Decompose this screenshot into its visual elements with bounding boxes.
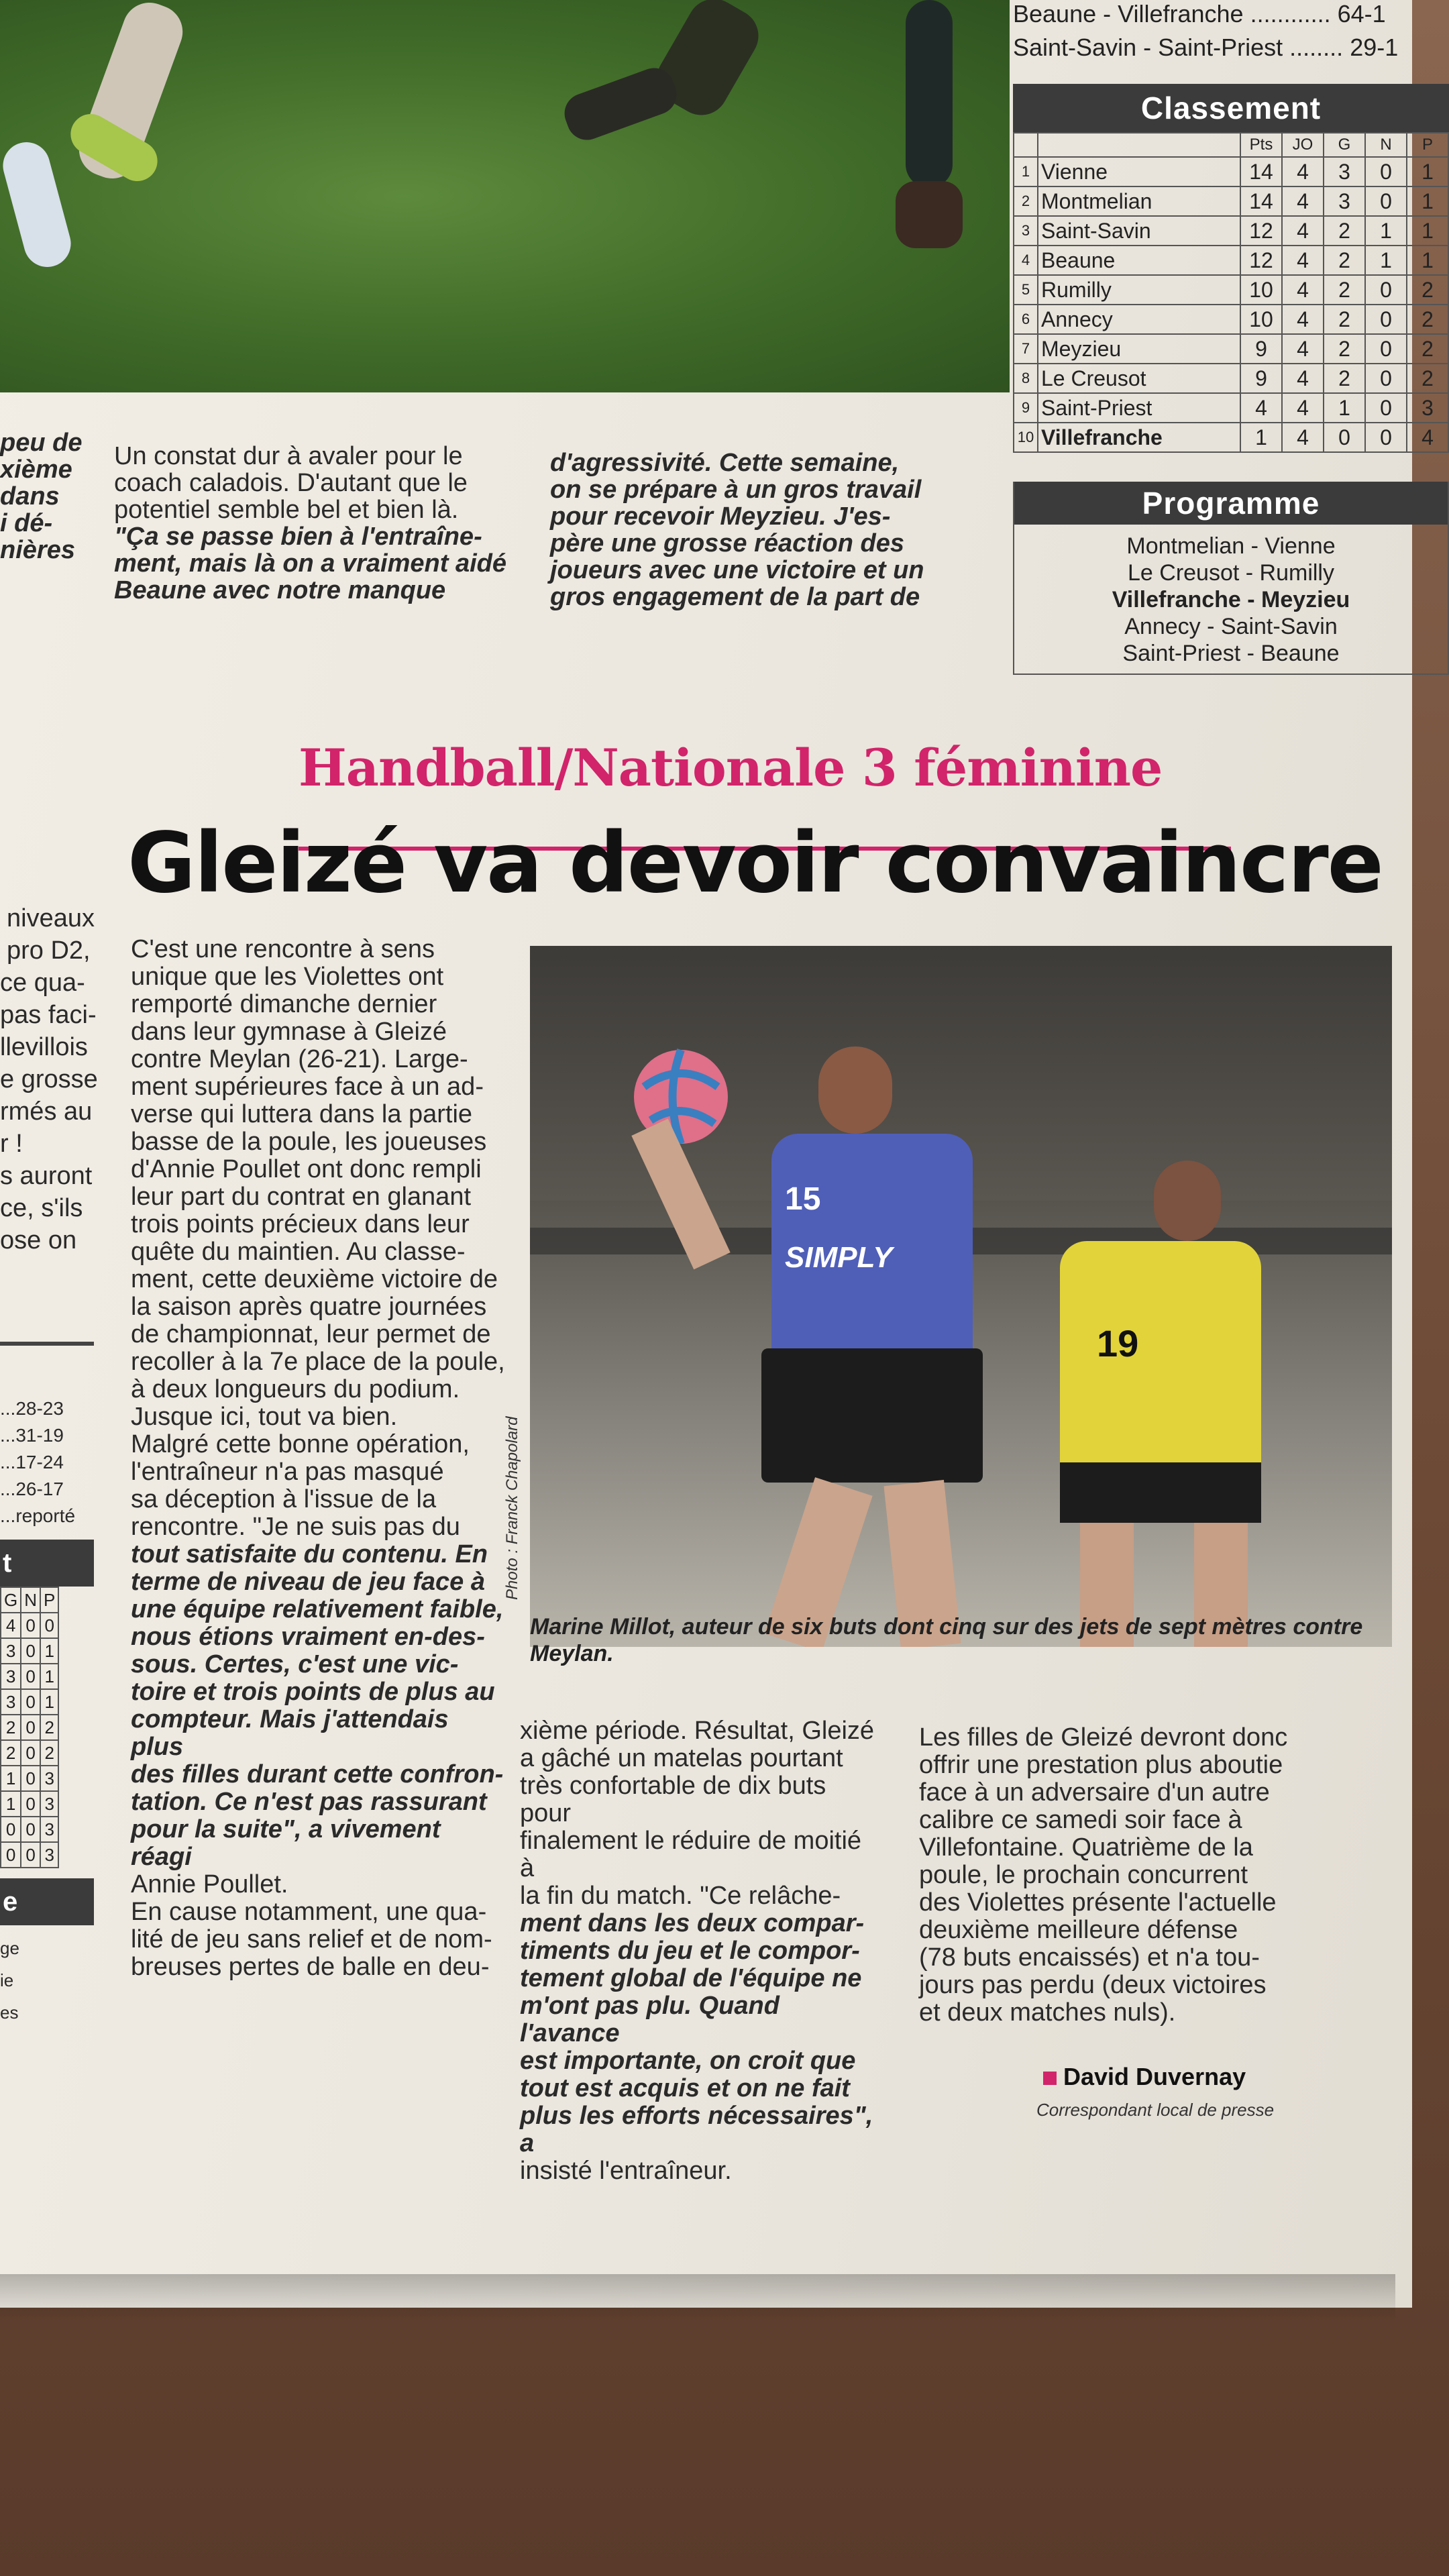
- standings-cell: 3: [1324, 157, 1365, 186]
- article-col1: [131, 936, 506, 1981]
- classement-title: Classement: [1013, 84, 1449, 132]
- photo-caption: Marine Millot, auteur de six buts dont cinq sur des jets de sept mètres contre Meylan.: [530, 1614, 1363, 1666]
- text-line: deuxième meilleure défense: [919, 1916, 1238, 1944]
- header-cell: G: [1, 1587, 21, 1613]
- jersey-number: 15: [785, 1181, 821, 1217]
- text-line: Malgré cette bonne opération,: [131, 1430, 470, 1458]
- text-line: des Violettes présente l'actuelle: [919, 1888, 1277, 1917]
- left-bottom-words: [0, 1932, 19, 2029]
- text-line: ce qua-: [0, 969, 85, 997]
- jersey-sponsor: SIMPLY: [785, 1241, 893, 1274]
- text-line: offrir une prestation plus aboutie: [919, 1751, 1283, 1779]
- left-column-text: [0, 902, 98, 1256]
- score-line: ...26-17: [0, 1479, 64, 1499]
- text-line: xième: [0, 455, 72, 484]
- mini-cell: 0: [21, 1740, 40, 1766]
- header-cell: G: [1324, 133, 1365, 157]
- mini-cell: 1: [1, 1791, 21, 1817]
- standings-cell: 0: [1365, 157, 1407, 186]
- text-line: coach caladois. D'autant que le: [114, 469, 468, 497]
- text-line: llevillois: [0, 1033, 88, 1061]
- text-line: très confortable de dix buts pour: [520, 1772, 826, 1827]
- standings-cell: Meyzieu: [1038, 334, 1240, 364]
- text-line: breuses pertes de balle en deu-: [131, 1953, 490, 1981]
- mini-row: [1, 1638, 58, 1664]
- standings-cell: 1: [1014, 157, 1038, 186]
- mini-cell: 0: [21, 1842, 40, 1868]
- standings-cell: 2: [1407, 364, 1448, 393]
- left-mini-table: [0, 1587, 59, 1868]
- standings-cell: 1: [1407, 157, 1448, 186]
- mini-cell: 2: [1, 1715, 21, 1740]
- text-line: plus les efforts nécessaires", a: [520, 2102, 873, 2157]
- standings-row: [1014, 364, 1448, 393]
- text-line: joueurs avec une victoire et un: [550, 556, 924, 584]
- standings-cell: 0: [1365, 186, 1407, 216]
- standings-cell: 1: [1240, 423, 1282, 452]
- mini-row: [1, 1689, 58, 1715]
- text-line: pro D2,: [7, 936, 91, 965]
- text-line: gros engagement de la part de: [550, 583, 920, 611]
- standings-row: [1014, 246, 1448, 275]
- standings-cell: Annecy: [1038, 305, 1240, 334]
- standings-row: [1014, 393, 1448, 423]
- mini-cell: 0: [40, 1613, 58, 1638]
- result-line: Saint-Savin - Saint-Priest ........ 29-1: [1013, 34, 1399, 61]
- text-line: En cause notamment, une qua-: [131, 1898, 487, 1926]
- text-line: peu de: [0, 429, 83, 457]
- classement-box: [1013, 84, 1449, 453]
- standings-cell: 14: [1240, 186, 1282, 216]
- text-line: ment, cette deuxième victoire de: [131, 1265, 498, 1293]
- mini-cell: 3: [1, 1664, 21, 1689]
- text-line: terme de niveau de jeu face à: [131, 1568, 486, 1596]
- standings-cell: 2: [1407, 275, 1448, 305]
- programme-box: [1013, 482, 1449, 675]
- article-col3: [919, 1724, 1295, 2027]
- text-line: a gâché un matelas pourtant: [520, 1744, 843, 1772]
- text-line: lité de jeu sans relief et de nom-: [131, 1925, 492, 1953]
- score-line: ...17-24: [0, 1452, 64, 1472]
- text-line: tout satisfaite du contenu. En: [131, 1540, 488, 1568]
- standings-cell: 4: [1282, 305, 1324, 334]
- standings-cell: 0: [1365, 305, 1407, 334]
- text-line: unique que les Violettes ont: [131, 963, 444, 991]
- programme-line: Le Creusot - Rumilly: [1128, 560, 1334, 586]
- text-line: Annie Poullet.: [131, 1870, 288, 1898]
- text-line: potentiel semble bel et bien là.: [114, 496, 459, 524]
- text-line: ie: [0, 1970, 14, 1990]
- left-box-head-2: e: [0, 1878, 94, 1925]
- standings-cell: 4: [1282, 157, 1324, 186]
- text-line: Jusque ici, tout va bien.: [131, 1403, 398, 1431]
- mini-cell: 0: [21, 1689, 40, 1715]
- photo-credit: Photo : Franck Chapolard: [503, 1416, 521, 1600]
- mini-cell: 1: [40, 1689, 58, 1715]
- text-line: sa déception à l'issue de la: [131, 1485, 437, 1513]
- mini-row: [1, 1613, 58, 1638]
- text-line: calibre ce samedi soir face à: [919, 1806, 1242, 1834]
- text-line: finalement le réduire de moitié à: [520, 1827, 862, 1882]
- text-line: une équipe relativement faible,: [131, 1595, 504, 1623]
- header-cell: JO: [1282, 133, 1324, 157]
- text-line: Un constat dur à avaler pour le: [114, 442, 463, 470]
- programme-line: Montmelian - Vienne: [1126, 533, 1336, 559]
- text-line: basse de la poule, les joueuses: [131, 1128, 487, 1156]
- text-line: recoller à la 7e place de la poule,: [131, 1348, 505, 1376]
- standings-cell: 12: [1240, 246, 1282, 275]
- mini-cell: 3: [40, 1842, 58, 1868]
- text-line: tout est acquis et on ne fait: [520, 2074, 850, 2102]
- text-line: Villefontaine. Quatrième de la: [919, 1833, 1253, 1862]
- mini-row: [1, 1766, 58, 1791]
- header-cell: N: [1365, 133, 1407, 157]
- standings-cell: 10: [1014, 423, 1038, 452]
- left-box-head: t: [0, 1540, 94, 1587]
- text-line: et deux matches nuls).: [919, 1998, 1176, 2027]
- text-line: dans leur gymnase à Gleizé: [131, 1018, 447, 1046]
- top-article-col2: [550, 449, 1006, 610]
- mini-cell: 0: [21, 1613, 40, 1638]
- text-line: remporté dimanche dernier: [131, 990, 437, 1018]
- text-line: la saison après quatre journées: [131, 1293, 487, 1321]
- standings-cell: 1: [1407, 216, 1448, 246]
- author-role: Correspondant local de presse: [1036, 2100, 1275, 2120]
- standings-cell: 4: [1282, 275, 1324, 305]
- mini-row: [1, 1715, 58, 1740]
- text-line: pour la suite", a vivement réagi: [131, 1815, 441, 1871]
- text-line: trois points précieux dans leur: [131, 1210, 470, 1238]
- left-scores: [0, 1395, 75, 1529]
- standings-cell: Saint-Savin: [1038, 216, 1240, 246]
- mini-cell: 0: [1, 1817, 21, 1842]
- text-line: des filles durant cette confron-: [131, 1760, 504, 1788]
- square-icon: [1043, 2072, 1057, 2085]
- mini-cell: 1: [40, 1638, 58, 1664]
- standings-cell: 9: [1240, 334, 1282, 364]
- standings-row: [1014, 157, 1448, 186]
- jersey-number: 19: [1097, 1322, 1139, 1364]
- mini-cell: 2: [1, 1740, 21, 1766]
- mini-cell: 0: [21, 1715, 40, 1740]
- mini-cell: 2: [40, 1715, 58, 1740]
- text-line: tement global de l'équipe ne: [520, 1964, 862, 1992]
- mini-cell: 0: [21, 1638, 40, 1664]
- mini-cell: 3: [40, 1791, 58, 1817]
- mini-row: [1, 1740, 58, 1766]
- article-col2: [520, 1717, 882, 2185]
- standings-cell: 4: [1282, 186, 1324, 216]
- standings-cell: 4: [1282, 364, 1324, 393]
- text-line: Beaune avec notre manque: [114, 576, 446, 604]
- top-left-fragments: [0, 429, 87, 564]
- standings-cell: 3: [1407, 393, 1448, 423]
- standings-cell: 4: [1014, 246, 1038, 275]
- standings-cell: 4: [1282, 216, 1324, 246]
- standings-row: [1014, 216, 1448, 246]
- mini-cell: 3: [1, 1689, 21, 1715]
- mini-cell: 2: [40, 1740, 58, 1766]
- mini-cell: 0: [21, 1664, 40, 1689]
- standings-cell: 4: [1282, 246, 1324, 275]
- standings-cell: 7: [1014, 334, 1038, 364]
- standings-cell: 4: [1240, 393, 1282, 423]
- standings-cell: 0: [1324, 423, 1365, 452]
- standings-cell: 1: [1365, 246, 1407, 275]
- mini-cell: 3: [40, 1766, 58, 1791]
- standings-cell: 2: [1324, 364, 1365, 393]
- standings-cell: Villefranche: [1038, 423, 1240, 452]
- text-line: pour recevoir Meyzieu. J'es-: [550, 502, 891, 531]
- text-line: quête du maintien. Au classe-: [131, 1238, 466, 1266]
- text-line: ment supérieures face à un ad-: [131, 1073, 484, 1101]
- standings-cell: 0: [1365, 423, 1407, 452]
- standings-cell: 10: [1240, 305, 1282, 334]
- standings-cell: 9: [1240, 364, 1282, 393]
- standings-cell: 0: [1365, 393, 1407, 423]
- standings-cell: Montmelian: [1038, 186, 1240, 216]
- standings-cell: 1: [1407, 186, 1448, 216]
- text-line: l'entraîneur n'a pas masqué: [131, 1458, 444, 1486]
- standings-cell: 0: [1365, 275, 1407, 305]
- top-article-col1: [114, 443, 530, 604]
- text-line: xième période. Résultat, Gleizé: [520, 1717, 875, 1745]
- standings-cell: 2: [1324, 246, 1365, 275]
- standings-cell: 4: [1282, 393, 1324, 423]
- standings-cell: Beaune: [1038, 246, 1240, 275]
- mini-cell: 0: [21, 1766, 40, 1791]
- text-line: verse qui luttera dans la partie: [131, 1100, 473, 1128]
- header-cell: P: [40, 1587, 58, 1613]
- text-line: rencontre. "Je ne suis pas du: [131, 1513, 460, 1541]
- top-sports-photo: [0, 0, 1010, 392]
- standings-cell: 6: [1014, 305, 1038, 334]
- score-line: ...28-23: [0, 1398, 64, 1419]
- text-line: ge: [0, 1938, 19, 1958]
- text-line: de championnat, leur permet de: [131, 1320, 491, 1348]
- standings-cell: 2: [1407, 305, 1448, 334]
- standings-cell: 1: [1324, 393, 1365, 423]
- standings-table: [1013, 132, 1449, 453]
- score-line: ...reporté: [0, 1505, 76, 1526]
- text-line: rmés au: [0, 1097, 93, 1126]
- mini-row: [1, 1664, 58, 1689]
- standings-cell: 2: [1324, 305, 1365, 334]
- text-line: contre Meylan (26-21). Large-: [131, 1045, 468, 1073]
- standings-cell: 0: [1365, 364, 1407, 393]
- text-line: jours pas perdu (deux victoires: [919, 1971, 1267, 1999]
- text-line: leur part du contrat en glanant: [131, 1183, 472, 1211]
- mini-cell: 4: [1, 1613, 21, 1638]
- text-line: Les filles de Gleizé devront donc: [919, 1723, 1288, 1752]
- paper-edge-shadow: [0, 2274, 1395, 2321]
- standings-cell: Vienne: [1038, 157, 1240, 186]
- text-line: r !: [0, 1130, 23, 1158]
- mini-cell: 1: [40, 1664, 58, 1689]
- text-line: ce, s'ils: [0, 1194, 83, 1222]
- text-line: (78 buts encaissés) et n'a tou-: [919, 1943, 1260, 1972]
- standings-cell: 3: [1014, 216, 1038, 246]
- text-line: toire et trois points de plus au: [131, 1678, 495, 1706]
- mini-cell: 1: [1, 1766, 21, 1791]
- standings-header-row: [1014, 133, 1448, 157]
- text-line: nières: [0, 536, 75, 564]
- standings-cell: 8: [1014, 364, 1038, 393]
- standings-cell: Le Creusot: [1038, 364, 1240, 393]
- text-line: est importante, on croit que: [520, 2047, 856, 2075]
- text-line: m'ont pas plu. Quand l'avance: [520, 1992, 780, 2047]
- text-line: ment dans les deux compar-: [520, 1909, 865, 1937]
- text-line: s auront: [0, 1162, 93, 1190]
- results-box: [1013, 0, 1449, 84]
- text-line: tation. Ce n'est pas rassurant: [131, 1788, 487, 1816]
- standings-cell: 2: [1324, 334, 1365, 364]
- standings-row: [1014, 186, 1448, 216]
- programme-line: Saint-Priest - Beaune: [1122, 641, 1340, 666]
- standings-cell: Rumilly: [1038, 275, 1240, 305]
- mini-cell: 3: [40, 1817, 58, 1842]
- standings-cell: 1: [1365, 216, 1407, 246]
- article-photo: [530, 946, 1392, 1647]
- text-line: la fin du match. "Ce relâche-: [520, 1882, 841, 1910]
- text-line: sous. Certes, c'est une vic-: [131, 1650, 459, 1678]
- text-line: d'Annie Poullet ont donc rempli: [131, 1155, 482, 1183]
- standings-cell: 14: [1240, 157, 1282, 186]
- standings-cell: 5: [1014, 275, 1038, 305]
- standings-row: [1014, 334, 1448, 364]
- mini-cell: 0: [21, 1791, 40, 1817]
- score-line: ...31-19: [0, 1425, 64, 1446]
- standings-cell: 4: [1407, 423, 1448, 452]
- standings-cell: 2: [1407, 334, 1448, 364]
- text-line: ment, mais là on a vraiment aidé: [114, 549, 506, 578]
- mini-cell: 0: [21, 1817, 40, 1842]
- mini-cell: 0: [1, 1842, 21, 1868]
- standings-row: [1014, 275, 1448, 305]
- text-line: insisté l'entraîneur.: [520, 2157, 732, 2185]
- standings-cell: 12: [1240, 216, 1282, 246]
- rule: [0, 1342, 94, 1346]
- text-line: es: [0, 2002, 19, 2023]
- standings-cell: 4: [1282, 334, 1324, 364]
- programme-line: Annecy - Saint-Savin: [1124, 614, 1338, 639]
- standings-cell: 2: [1014, 186, 1038, 216]
- text-line: on se prépare à un gros travail: [550, 476, 922, 504]
- programme-title: Programme: [1014, 482, 1448, 525]
- mini-row: [1, 1842, 58, 1868]
- text-line: timents du jeu et le compor-: [520, 1937, 860, 1965]
- text-line: d'agressivité. Cette semaine,: [550, 449, 900, 477]
- standings-cell: 4: [1282, 423, 1324, 452]
- text-line: à deux longueurs du podium.: [131, 1375, 460, 1403]
- standings-cell: 2: [1324, 216, 1365, 246]
- text-line: dans: [0, 482, 60, 511]
- standings-cell: 9: [1014, 393, 1038, 423]
- text-line: nous étions vraiment en-des-: [131, 1623, 485, 1651]
- author-name: [1043, 2063, 1246, 2091]
- text-line: poule, le prochain concurrent: [919, 1861, 1248, 1889]
- standings-cell: 1: [1407, 246, 1448, 275]
- text-line: niveaux: [7, 904, 95, 932]
- article-headline: Gleizé va devoir convaincre: [127, 815, 1383, 912]
- text-line: C'est une rencontre à sens: [131, 935, 435, 963]
- mini-row: [1, 1817, 58, 1842]
- standings-cell: 10: [1240, 275, 1282, 305]
- author-name-text: David Duvernay: [1063, 2063, 1246, 2090]
- programme-line: Villefranche - Meyzieu: [1112, 587, 1350, 612]
- standings-cell: 2: [1324, 275, 1365, 305]
- mini-row: [1, 1791, 58, 1817]
- standings-row: [1014, 423, 1448, 452]
- header-cell: Pts: [1240, 133, 1282, 157]
- text-line: pas faci-: [0, 1001, 97, 1029]
- text-line: père une grosse réaction des: [550, 529, 904, 557]
- text-line: ose on: [0, 1226, 77, 1254]
- result-line: Beaune - Villefranche ............ 64-1: [1013, 0, 1386, 28]
- header-cell: P: [1407, 133, 1448, 157]
- text-line: face à un adversaire d'un autre: [919, 1778, 1270, 1807]
- standings-cell: 3: [1324, 186, 1365, 216]
- text-line: "Ça se passe bien à l'entraîne-: [114, 523, 482, 551]
- text-line: compteur. Mais j'attendais plus: [131, 1705, 449, 1761]
- standings-cell: 0: [1365, 334, 1407, 364]
- header-cell: N: [21, 1587, 40, 1613]
- text-line: i dé-: [0, 509, 53, 537]
- text-line: e grosse: [0, 1065, 98, 1093]
- article-kicker: Handball/Nationale 3 féminine: [299, 738, 1163, 798]
- mini-cell: 3: [1, 1638, 21, 1664]
- standings-row: [1014, 305, 1448, 334]
- standings-cell: Saint-Priest: [1038, 393, 1240, 423]
